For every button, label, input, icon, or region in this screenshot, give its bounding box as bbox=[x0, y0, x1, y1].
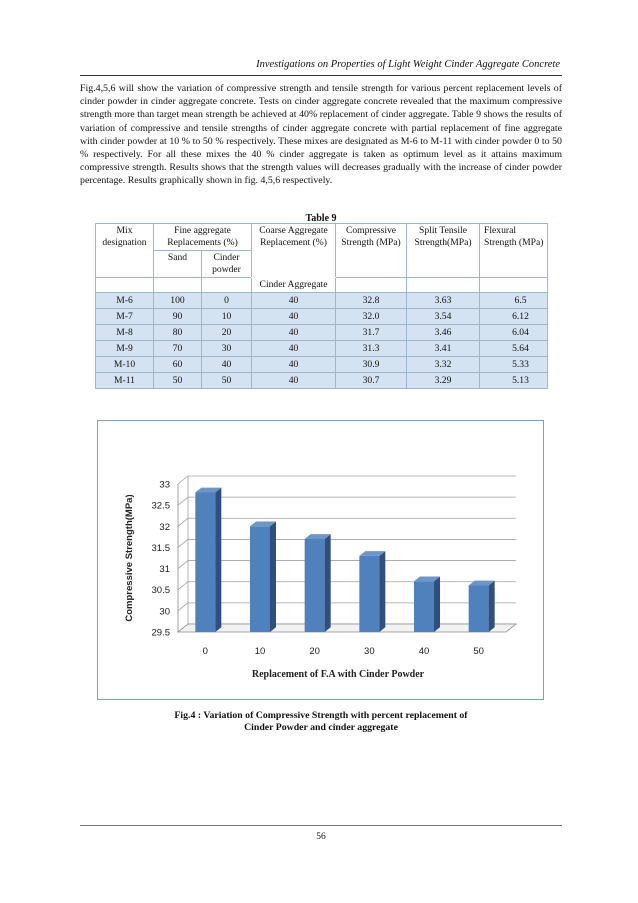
x-tick-label: 30 bbox=[364, 646, 375, 657]
x-tick-label: 40 bbox=[418, 646, 430, 657]
y-tick-label: 33 bbox=[159, 479, 170, 491]
bar-side-30 bbox=[379, 551, 385, 632]
table-cell-comp: 31.7 bbox=[336, 325, 407, 341]
table-cell-comp: 30.9 bbox=[336, 357, 407, 373]
table-cell-cinder: 40 bbox=[202, 357, 252, 373]
table-cell-mix: M-6 bbox=[96, 293, 154, 309]
body-paragraph: Fig.4,5,6 will show the variation of compressive strength and tensile strength for various percent replacement levels of cinder powder in cinder aggregate concrete. Tests on cinder aggregate concrete revealed that the maximum compressive strength more than target mean strength be achieved at 40% replacement of cinder aggregate. Table 9 shows the results of variation of compressive and tensile strengths of cinder aggregate concrete with partial replacement of fine aggregate with cinder powder at 10 % to 50 % respectively. These mixes are designated as M-6 to M-11 with cinder powder 0 to 50 % respectively. For all these mixes the 40 % cinder aggregate is taken as optimum level as it attains maximum compressive strength. Results shows that the strength values will decreases gradually with the increase of cinder powder percentage. Results graphically shown in fig. 4,5,6 respectively. bbox=[80, 83, 562, 187]
compressive-strength-chart bbox=[98, 421, 543, 699]
y-axis-title: Compressive Strength(MPa) bbox=[124, 494, 135, 622]
gridline-diagonal bbox=[178, 476, 188, 484]
bar-0 bbox=[195, 492, 215, 632]
header-flexural: Flexural Strength (MPa) bbox=[480, 224, 548, 278]
table-cell-sand: 100 bbox=[154, 293, 202, 309]
table-cell-flex: 6.5 bbox=[480, 293, 548, 309]
table-cell-coarse: 40 bbox=[252, 325, 336, 341]
gridline-diagonal bbox=[178, 497, 188, 505]
table-cell-mix: M-8 bbox=[96, 325, 154, 341]
header-sand: Sand bbox=[154, 251, 202, 278]
table-cell-cinder: 10 bbox=[202, 309, 252, 325]
bar-side-0 bbox=[215, 488, 221, 632]
y-tick-label: 31.5 bbox=[151, 542, 170, 554]
y-tick-label: 31 bbox=[159, 564, 170, 576]
table-cell-split: 3.32 bbox=[407, 357, 480, 373]
table-row bbox=[96, 341, 548, 357]
table-cell-sand: 90 bbox=[154, 309, 202, 325]
bar-50 bbox=[469, 585, 489, 632]
header-fine-aggregate: Fine aggregate Replacements (%) bbox=[154, 224, 252, 251]
gridline-diagonal bbox=[178, 518, 188, 526]
table-cell-mix: M-7 bbox=[96, 309, 154, 325]
gridline-diagonal bbox=[178, 561, 188, 569]
table-cell-comp: 32.0 bbox=[336, 309, 407, 325]
table-row bbox=[96, 357, 548, 373]
table-cell-sand: 70 bbox=[154, 341, 202, 357]
x-tick-label: 0 bbox=[202, 646, 208, 657]
bar-40 bbox=[414, 581, 434, 632]
table-cell-split: 3.63 bbox=[407, 293, 480, 309]
header-cinder-powder: Cinder powder bbox=[202, 251, 252, 278]
table-cell-flex: 5.13 bbox=[480, 373, 548, 389]
table-cell-cinder: 50 bbox=[202, 373, 252, 389]
table-cell-flex: 5.33 bbox=[480, 357, 548, 373]
x-tick-label: 20 bbox=[309, 646, 320, 657]
y-tick-label: 30 bbox=[159, 606, 170, 618]
table-cell-sand: 50 bbox=[154, 373, 202, 389]
table-cell-comp: 31.3 bbox=[336, 341, 407, 357]
figure-caption bbox=[80, 710, 562, 734]
table-cell-split: 3.41 bbox=[407, 341, 480, 357]
bar-30 bbox=[359, 556, 379, 632]
table-cell-coarse: 40 bbox=[252, 373, 336, 389]
gridline-diagonal bbox=[178, 582, 188, 590]
gridline-diagonal bbox=[178, 539, 188, 547]
table-cell-mix: M-9 bbox=[96, 341, 154, 357]
header-compressive: Compressive Strength (MPa) bbox=[336, 224, 407, 278]
table-cell-coarse: 40 bbox=[252, 309, 336, 325]
table-cell-coarse: 40 bbox=[252, 357, 336, 373]
header-coarse-aggregate: Coarse Aggregate Replacement (%) bbox=[252, 224, 336, 278]
bar-20 bbox=[305, 539, 325, 632]
footer-rule bbox=[80, 825, 562, 826]
chart-floor bbox=[178, 624, 516, 632]
header-rule bbox=[80, 75, 562, 76]
header-cinder-aggregate: Cinder Aggregate bbox=[252, 278, 336, 293]
header-split-tensile: Split Tensile Strength(MPa) bbox=[407, 224, 480, 278]
x-axis-title: Replacement of F.A with Cinder Powder bbox=[251, 669, 425, 680]
header-mix: Mix designation bbox=[96, 224, 154, 278]
y-tick-label: 29.5 bbox=[151, 627, 170, 639]
results-table bbox=[95, 223, 548, 389]
table-cell-sand: 80 bbox=[154, 325, 202, 341]
table-row bbox=[96, 373, 548, 389]
x-tick-label: 10 bbox=[254, 646, 266, 657]
table-cell-comp: 30.7 bbox=[336, 373, 407, 389]
y-tick-label: 32.5 bbox=[151, 500, 170, 512]
table-cell-cinder: 30 bbox=[202, 341, 252, 357]
table-row bbox=[96, 293, 548, 309]
table-cell-split: 3.54 bbox=[407, 309, 480, 325]
table-cell-flex: 6.12 bbox=[480, 309, 548, 325]
page-number: 56 bbox=[316, 832, 326, 842]
table-row bbox=[96, 309, 548, 325]
table-cell-flex: 6.04 bbox=[480, 325, 548, 341]
table-row bbox=[96, 325, 548, 341]
table-cell-coarse: 40 bbox=[252, 341, 336, 357]
table-caption: Table 9 bbox=[305, 213, 337, 224]
chart-frame bbox=[97, 420, 544, 700]
bar-side-10 bbox=[270, 521, 276, 632]
table-cell-cinder: 0 bbox=[202, 293, 252, 309]
figure-caption-line2: Cinder Powder and cinder aggregate bbox=[244, 722, 398, 733]
x-tick-label: 50 bbox=[473, 646, 484, 657]
bar-side-20 bbox=[325, 534, 331, 632]
table-cell-cinder: 20 bbox=[202, 325, 252, 341]
table-cell-split: 3.46 bbox=[407, 325, 480, 341]
table-cell-flex: 5.64 bbox=[480, 341, 548, 357]
bar-side-50 bbox=[489, 581, 495, 632]
table-cell-sand: 60 bbox=[154, 357, 202, 373]
y-tick-label: 32 bbox=[159, 521, 170, 533]
table-cell-mix: M-10 bbox=[96, 357, 154, 373]
bar-side-40 bbox=[434, 576, 440, 632]
running-header: Investigations on Properties of Light Weight Cinder Aggregate Concrete bbox=[256, 59, 560, 70]
gridline-diagonal bbox=[178, 603, 188, 611]
table-cell-split: 3.29 bbox=[407, 373, 480, 389]
table-cell-coarse: 40 bbox=[252, 293, 336, 309]
figure-caption-line1: Fig.4 : Variation of Compressive Strength with percent replacement of bbox=[174, 710, 468, 721]
table-cell-mix: M-11 bbox=[96, 373, 154, 389]
y-tick-label: 30.5 bbox=[151, 585, 170, 597]
bar-10 bbox=[250, 526, 270, 632]
table-cell-comp: 32.8 bbox=[336, 293, 407, 309]
